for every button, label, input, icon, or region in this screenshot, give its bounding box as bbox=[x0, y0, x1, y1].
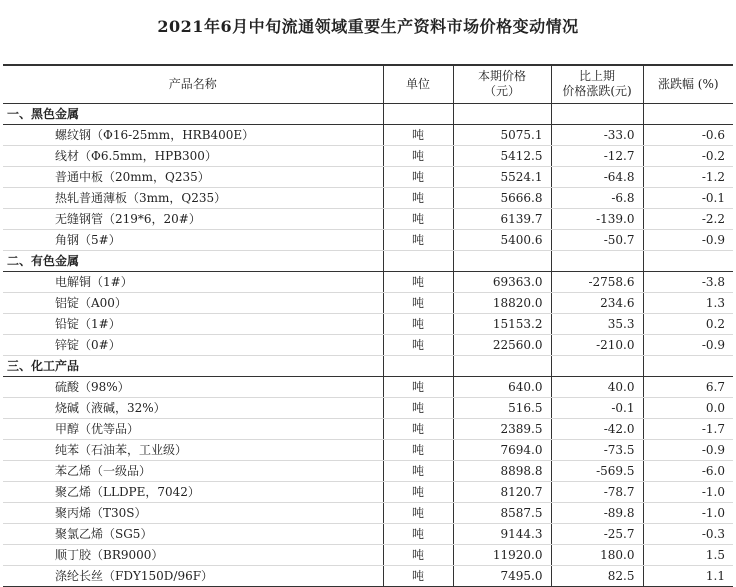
product-name-cell: 电解铜（1#） bbox=[3, 271, 383, 292]
product-name-cell: 角钢（5#） bbox=[3, 229, 383, 250]
group-empty-cell bbox=[551, 103, 643, 124]
group-empty-cell bbox=[453, 355, 551, 376]
unit-cell: 吨 bbox=[383, 439, 453, 460]
price-cell: 9144.3 bbox=[453, 523, 551, 544]
table-row bbox=[3, 208, 733, 229]
product-name-cell: 热轧普通薄板（3mm，Q235） bbox=[3, 187, 383, 208]
table-row bbox=[3, 460, 733, 481]
percent-cell: -1.0 bbox=[643, 502, 733, 523]
table-row bbox=[3, 229, 733, 250]
group-label: 一、黑色金属 bbox=[3, 103, 383, 124]
table-row bbox=[3, 502, 733, 523]
page-title: 2021年6月中旬流通领域重要生产资料市场价格变动情况 bbox=[157, 17, 579, 36]
table-row bbox=[3, 187, 733, 208]
price-cell: 8898.8 bbox=[453, 460, 551, 481]
price-cell: 5524.1 bbox=[453, 166, 551, 187]
table-row bbox=[3, 166, 733, 187]
table-row bbox=[3, 376, 733, 397]
change-cell: -25.7 bbox=[551, 523, 643, 544]
price-cell: 2389.5 bbox=[453, 418, 551, 439]
table-row bbox=[3, 481, 733, 502]
price-cell: 8120.7 bbox=[453, 481, 551, 502]
group-empty-cell bbox=[453, 250, 551, 271]
price-cell: 18820.0 bbox=[453, 292, 551, 313]
unit-cell: 吨 bbox=[383, 523, 453, 544]
product-name-cell: 甲醇（优等品） bbox=[3, 418, 383, 439]
unit-cell: 吨 bbox=[383, 313, 453, 334]
percent-cell: 0.0 bbox=[643, 397, 733, 418]
price-cell: 516.5 bbox=[453, 397, 551, 418]
unit-cell: 吨 bbox=[383, 481, 453, 502]
change-cell: -89.8 bbox=[551, 502, 643, 523]
group-empty-cell bbox=[383, 103, 453, 124]
product-name-cell: 螺纹钢（Φ16-25mm，HRB400E） bbox=[3, 124, 383, 145]
price-cell: 8587.5 bbox=[453, 502, 551, 523]
group-row bbox=[3, 355, 733, 376]
unit-cell: 吨 bbox=[383, 460, 453, 481]
change-cell: -139.0 bbox=[551, 208, 643, 229]
product-name-cell: 铝锭（A00） bbox=[3, 292, 383, 313]
table-row bbox=[3, 439, 733, 460]
product-name-cell: 聚氯乙烯（SG5） bbox=[3, 523, 383, 544]
group-row bbox=[3, 250, 733, 271]
group-empty-cell bbox=[383, 250, 453, 271]
change-cell: -50.7 bbox=[551, 229, 643, 250]
percent-cell: 0.2 bbox=[643, 313, 733, 334]
change-cell: -569.5 bbox=[551, 460, 643, 481]
unit-cell: 吨 bbox=[383, 229, 453, 250]
percent-cell: -0.9 bbox=[643, 439, 733, 460]
group-empty-cell bbox=[453, 103, 551, 124]
unit-cell: 吨 bbox=[383, 166, 453, 187]
percent-cell: 1.5 bbox=[643, 544, 733, 565]
price-cell: 69363.0 bbox=[453, 271, 551, 292]
percent-cell: 1.1 bbox=[643, 565, 733, 586]
price-cell: 640.0 bbox=[453, 376, 551, 397]
price-table bbox=[3, 64, 733, 587]
change-cell: 35.3 bbox=[551, 313, 643, 334]
table-row bbox=[3, 523, 733, 544]
change-cell: -78.7 bbox=[551, 481, 643, 502]
group-empty-cell bbox=[551, 355, 643, 376]
table-header-row bbox=[3, 65, 733, 103]
change-cell: -33.0 bbox=[551, 124, 643, 145]
table-row bbox=[3, 418, 733, 439]
price-cell: 5400.6 bbox=[453, 229, 551, 250]
percent-cell: -0.2 bbox=[643, 145, 733, 166]
percent-cell: -1.2 bbox=[643, 166, 733, 187]
change-cell: -73.5 bbox=[551, 439, 643, 460]
unit-cell: 吨 bbox=[383, 208, 453, 229]
product-name-cell: 铅锭（1#） bbox=[3, 313, 383, 334]
header-percent: 涨跌幅 (%) bbox=[643, 65, 733, 103]
percent-cell: -0.9 bbox=[643, 334, 733, 355]
change-cell: -42.0 bbox=[551, 418, 643, 439]
product-name-cell: 聚乙烯（LLDPE，7042） bbox=[3, 481, 383, 502]
product-name-cell: 聚丙烯（T30S） bbox=[3, 502, 383, 523]
table-row bbox=[3, 565, 733, 586]
percent-cell: -6.0 bbox=[643, 460, 733, 481]
product-name-cell: 锌锭（0#） bbox=[3, 334, 383, 355]
table-row bbox=[3, 313, 733, 334]
table-row bbox=[3, 334, 733, 355]
product-name-cell: 普通中板（20mm，Q235） bbox=[3, 166, 383, 187]
product-name-cell: 硫酸（98%） bbox=[3, 376, 383, 397]
group-empty-cell bbox=[643, 250, 733, 271]
percent-cell: -3.8 bbox=[643, 271, 733, 292]
table-row bbox=[3, 124, 733, 145]
group-label: 三、化工产品 bbox=[3, 355, 383, 376]
table-row bbox=[3, 397, 733, 418]
change-cell: 180.0 bbox=[551, 544, 643, 565]
price-cell: 6139.7 bbox=[453, 208, 551, 229]
change-cell: -0.1 bbox=[551, 397, 643, 418]
unit-cell: 吨 bbox=[383, 376, 453, 397]
percent-cell: -2.2 bbox=[643, 208, 733, 229]
price-cell: 15153.2 bbox=[453, 313, 551, 334]
table-row bbox=[3, 544, 733, 565]
change-cell: 40.0 bbox=[551, 376, 643, 397]
price-cell: 22560.0 bbox=[453, 334, 551, 355]
group-label: 二、有色金属 bbox=[3, 250, 383, 271]
product-name-cell: 纯苯（石油苯，工业级） bbox=[3, 439, 383, 460]
unit-cell: 吨 bbox=[383, 544, 453, 565]
table-row bbox=[3, 271, 733, 292]
price-cell: 5075.1 bbox=[453, 124, 551, 145]
price-cell: 7495.0 bbox=[453, 565, 551, 586]
table-body bbox=[3, 103, 733, 586]
group-empty-cell bbox=[643, 355, 733, 376]
unit-cell: 吨 bbox=[383, 502, 453, 523]
change-cell: 82.5 bbox=[551, 565, 643, 586]
product-name-cell: 无缝钢管（219*6，20#） bbox=[3, 208, 383, 229]
product-name-cell: 线材（Φ6.5mm，HPB300） bbox=[3, 145, 383, 166]
change-cell: -12.7 bbox=[551, 145, 643, 166]
change-cell: -64.8 bbox=[551, 166, 643, 187]
group-empty-cell bbox=[643, 103, 733, 124]
unit-cell: 吨 bbox=[383, 397, 453, 418]
product-name-cell: 顺丁胶（BR9000） bbox=[3, 544, 383, 565]
percent-cell: -0.9 bbox=[643, 229, 733, 250]
percent-cell: 6.7 bbox=[643, 376, 733, 397]
price-cell: 5412.5 bbox=[453, 145, 551, 166]
unit-cell: 吨 bbox=[383, 292, 453, 313]
price-cell: 5666.8 bbox=[453, 187, 551, 208]
header-change: 比上期 价格涨跌(元) bbox=[551, 65, 643, 103]
header-product-name: 产品名称 bbox=[3, 65, 383, 103]
table-row bbox=[3, 145, 733, 166]
table-row bbox=[3, 292, 733, 313]
unit-cell: 吨 bbox=[383, 334, 453, 355]
percent-cell: -0.1 bbox=[643, 187, 733, 208]
percent-cell: -0.6 bbox=[643, 124, 733, 145]
percent-cell: -1.7 bbox=[643, 418, 733, 439]
group-row bbox=[3, 103, 733, 124]
product-name-cell: 烧碱（液碱，32%） bbox=[3, 397, 383, 418]
price-cell: 7694.0 bbox=[453, 439, 551, 460]
product-name-cell: 苯乙烯（一级品） bbox=[3, 460, 383, 481]
price-cell: 11920.0 bbox=[453, 544, 551, 565]
unit-cell: 吨 bbox=[383, 187, 453, 208]
percent-cell: 1.3 bbox=[643, 292, 733, 313]
unit-cell: 吨 bbox=[383, 124, 453, 145]
unit-cell: 吨 bbox=[383, 145, 453, 166]
change-cell: -2758.6 bbox=[551, 271, 643, 292]
product-name-cell: 涤纶长丝（FDY150D/96F） bbox=[3, 565, 383, 586]
percent-cell: -1.0 bbox=[643, 481, 733, 502]
change-cell: 234.6 bbox=[551, 292, 643, 313]
unit-cell: 吨 bbox=[383, 565, 453, 586]
unit-cell: 吨 bbox=[383, 418, 453, 439]
header-price: 本期价格 （元） bbox=[453, 65, 551, 103]
group-empty-cell bbox=[383, 355, 453, 376]
header-unit: 单位 bbox=[383, 65, 453, 103]
group-empty-cell bbox=[551, 250, 643, 271]
percent-cell: -0.3 bbox=[643, 523, 733, 544]
unit-cell: 吨 bbox=[383, 271, 453, 292]
change-cell: -6.8 bbox=[551, 187, 643, 208]
change-cell: -210.0 bbox=[551, 334, 643, 355]
